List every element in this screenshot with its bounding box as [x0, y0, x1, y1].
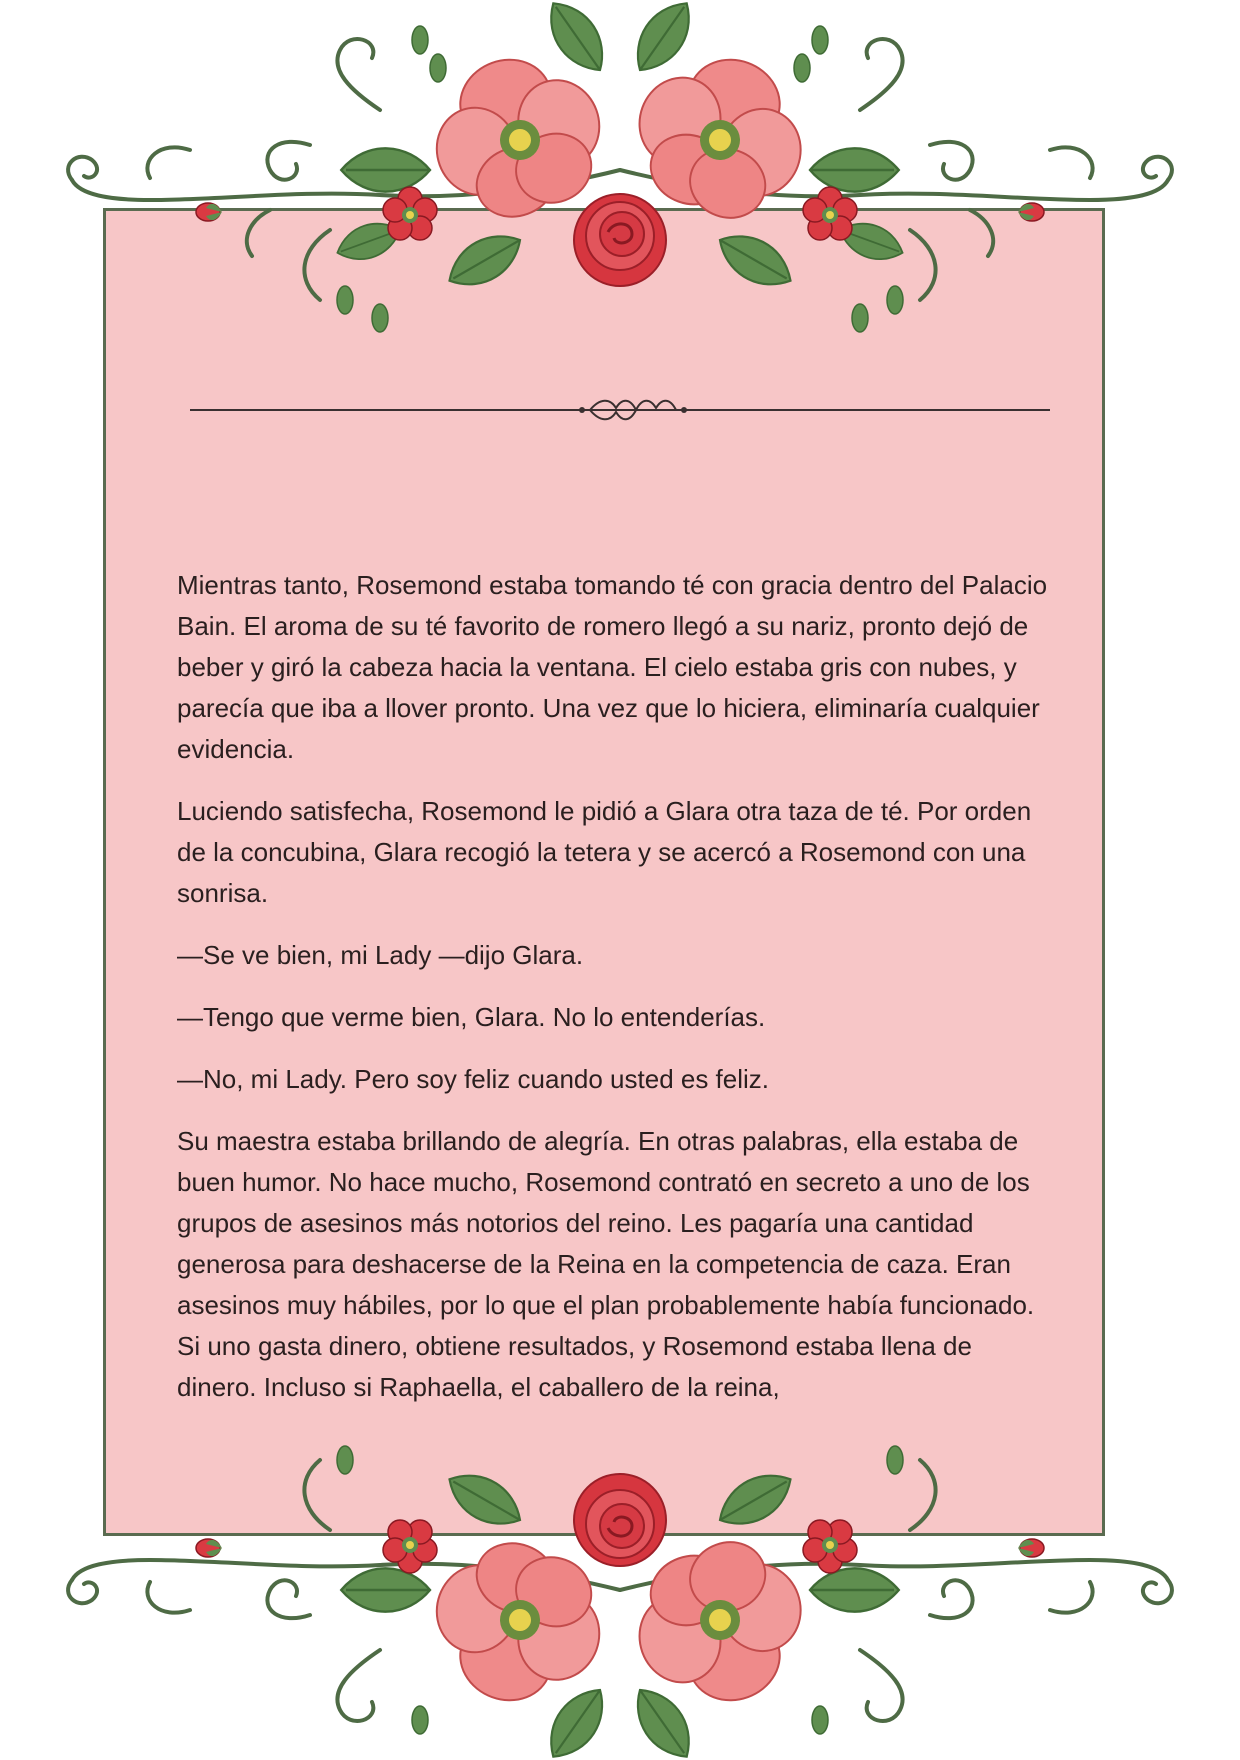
story-text: [177, 565, 1057, 1429]
section-divider: [190, 390, 1050, 430]
paragraph: Luciendo satisfecha, Rosemond le pidió a Glara otra taza de té. Por orden de la concubina, Glara recogió la tetera y se acercó a Rosemond con una sonrisa.: [177, 796, 1032, 908]
dialogue-line: —No, mi Lady. Pero soy feliz cuando usted es feliz.: [177, 1064, 770, 1094]
dialogue-line: —Se ve bien, mi Lady —dijo Glara.: [177, 940, 584, 970]
bottom-floral-ornament: [0, 1400, 1240, 1760]
paragraph: Mientras tanto, Rosemond estaba tomando té con gracia dentro del Palacio Bain. El aroma de su té favorito de romero llegó a su nariz, pronto dejó de beber y giró la cabeza hacia la ventana. El cielo estaba gris con nubes, y parecía que iba a llover pronto. Una vez que lo hiciera, eliminaría cualquier evidencia.: [177, 570, 1048, 764]
top-floral-ornament: [0, 0, 1240, 360]
dialogue-line: —Tengo que verme bien, Glara. No lo entenderías.: [177, 1002, 766, 1032]
paragraph: Su maestra estaba brillando de alegría. En otras palabras, ella estaba de buen humor. No hace mucho, Rosemond contrató en secreto a uno de los grupos de asesinos más notorios del reino. Les pagaría una cantidad generosa para deshacerse de la Reina en la competencia de caza. Eran asesinos muy hábiles, por lo que el plan probablemente había funcionado. Si uno gasta dinero, obtiene resultados, y Rosemond estaba llena de dinero. Incluso si Raphaella, el caballero de la reina,: [177, 1126, 1035, 1402]
